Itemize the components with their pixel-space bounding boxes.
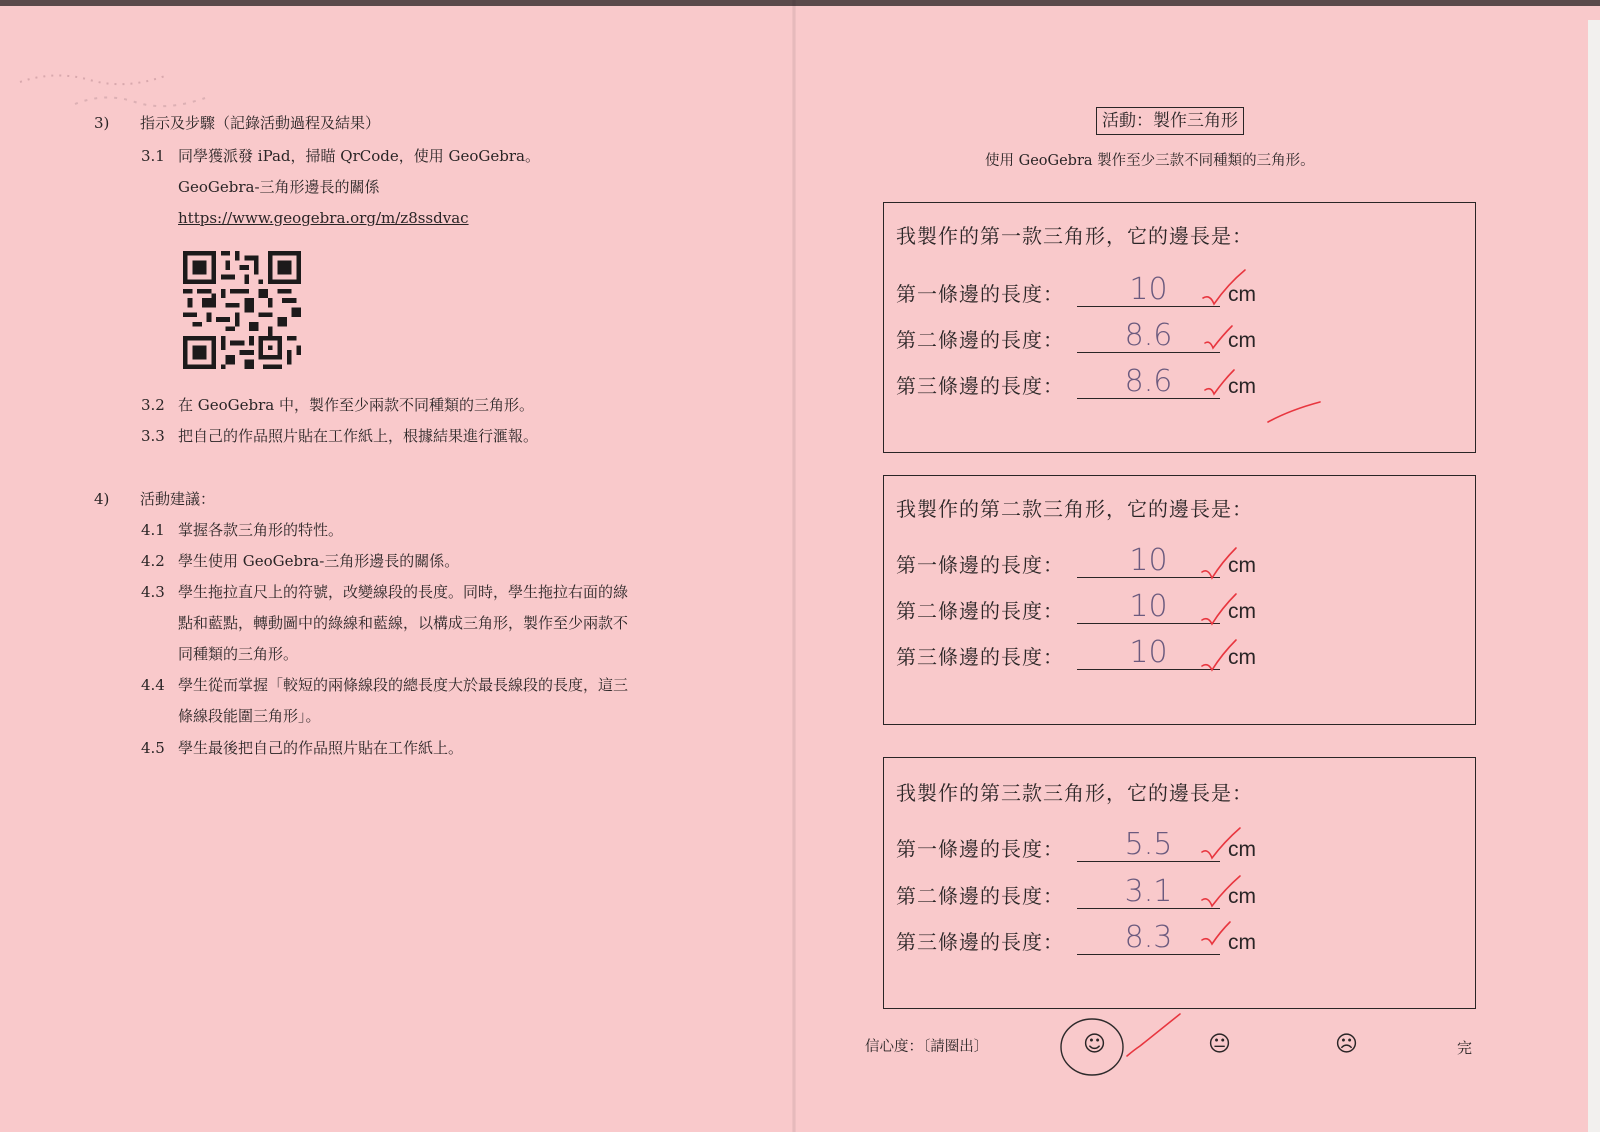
end-mark: 完 bbox=[1457, 1039, 1473, 1057]
handwritten-answer: 5.5 bbox=[1124, 827, 1173, 862]
unit-label: cm bbox=[1228, 885, 1256, 908]
unit-label: cm bbox=[1228, 283, 1256, 306]
check-mark bbox=[1202, 828, 1240, 858]
activity-instruction: 使用 GeoGebra 製作至少三款不同種類的三角形。 bbox=[985, 153, 1315, 169]
suggestion-4-3-line-2: 點和藍點，轉動圖中的綠線和藍線，以構成三角形，製作至少兩款不 bbox=[178, 614, 629, 632]
side-label: 第二條邊的長度： bbox=[896, 599, 1064, 623]
suggestion-4-2-number: 4.2 bbox=[141, 552, 165, 570]
check-mark bbox=[1202, 922, 1230, 944]
neutral-face-icon[interactable]: 😐 bbox=[1208, 1032, 1231, 1057]
suggestion-4-1-text: 掌握各款三角形的特性。 bbox=[178, 521, 344, 539]
confidence-label: 信心度：〔請圈出〕 bbox=[865, 1039, 989, 1055]
check-mark bbox=[1202, 594, 1236, 624]
triangle-2-heading: 我製作的第二款三角形，它的邊長是： bbox=[896, 497, 1253, 521]
step-3-1-number: 3.1 bbox=[141, 147, 165, 165]
check-mark bbox=[1203, 270, 1245, 304]
check-mark bbox=[1202, 640, 1236, 670]
triangle-3-heading: 我製作的第三款三角形，它的邊長是： bbox=[896, 781, 1253, 805]
unit-label: cm bbox=[1228, 931, 1256, 954]
step-3-3-number: 3.3 bbox=[141, 427, 165, 445]
side-label: 第三條邊的長度： bbox=[896, 930, 1064, 954]
sad-face-icon[interactable]: ☹ bbox=[1335, 1032, 1358, 1057]
activity-title: 活動：製作三角形 bbox=[1096, 107, 1244, 135]
side-label: 第三條邊的長度： bbox=[896, 374, 1064, 398]
unit-label: cm bbox=[1228, 838, 1256, 861]
suggestion-4-1-number: 4.1 bbox=[141, 521, 165, 539]
geogebra-link[interactable]: https://www.geogebra.org/m/z8ssdvac bbox=[178, 209, 469, 227]
handwritten-answer: 10 bbox=[1129, 635, 1168, 670]
side-label: 第一條邊的長度： bbox=[896, 282, 1064, 306]
smile-face-icon[interactable]: ☺ bbox=[1083, 1032, 1106, 1057]
handwritten-answer: 10 bbox=[1129, 272, 1168, 307]
handwritten-answer: 8.6 bbox=[1124, 364, 1173, 399]
step-3-2-number: 3.2 bbox=[141, 396, 165, 414]
suggestion-4-3-line-1: 學生拖拉直尺上的符號，改變線段的長度。同時，學生拖拉右面的綠 bbox=[178, 583, 629, 601]
check-mark bbox=[1205, 370, 1234, 394]
check-mark bbox=[1202, 548, 1236, 578]
section-4-title: 活動建議： bbox=[140, 490, 216, 508]
handwritten-answer: 8.6 bbox=[1124, 318, 1173, 353]
step-3-3-text: 把自己的作品照片貼在工作紙上，根據結果進行滙報。 bbox=[178, 427, 539, 445]
side-label: 第一條邊的長度： bbox=[896, 553, 1064, 577]
triangle-1-heading: 我製作的第一款三角形，它的邊長是： bbox=[896, 224, 1253, 248]
check-mark bbox=[1127, 1014, 1180, 1056]
check-mark bbox=[1205, 326, 1232, 348]
section-4-number: 4) bbox=[94, 490, 110, 508]
unit-label: cm bbox=[1228, 646, 1256, 669]
suggestion-4-4-line-2: 條線段能圍三角形」。 bbox=[178, 707, 321, 725]
side-label: 第一條邊的長度： bbox=[896, 837, 1064, 861]
suggestion-4-3-line-3: 同種類的三角形。 bbox=[178, 645, 299, 663]
section-3-number: 3) bbox=[94, 114, 110, 132]
handwritten-answer: 10 bbox=[1129, 543, 1168, 578]
step-3-1-text: 同學獲派發 iPad，掃瞄 QrCode，使用 GeoGebra。 bbox=[178, 147, 540, 165]
suggestion-4-5-text: 學生最後把自己的作品照片貼在工作紙上。 bbox=[178, 739, 464, 757]
suggestion-4-4-number: 4.4 bbox=[141, 676, 165, 694]
suggestion-4-4-line-1: 學生從而掌握「較短的兩條線段的總長度大於最長線段的長度，這三 bbox=[178, 676, 629, 694]
section-3-title: 指示及步驟（記錄活動過程及結果） bbox=[140, 114, 381, 132]
applet-name: GeoGebra-三角形邊長的關係 bbox=[178, 178, 380, 196]
side-label: 第二條邊的長度： bbox=[896, 884, 1064, 908]
unit-label: cm bbox=[1228, 329, 1256, 352]
suggestion-4-3-number: 4.3 bbox=[141, 583, 165, 601]
side-label: 第二條邊的長度： bbox=[896, 328, 1064, 352]
unit-label: cm bbox=[1228, 600, 1256, 623]
check-mark bbox=[1268, 402, 1320, 422]
handwritten-answer: 8.3 bbox=[1124, 920, 1173, 955]
check-mark bbox=[1202, 876, 1240, 906]
handwritten-answer: 10 bbox=[1129, 589, 1168, 624]
suggestion-4-2-text: 學生使用 GeoGebra-三角形邊長的關係。 bbox=[178, 552, 460, 570]
unit-label: cm bbox=[1228, 554, 1256, 577]
suggestion-4-5-number: 4.5 bbox=[141, 739, 165, 757]
step-3-2-text: 在 GeoGebra 中，製作至少兩款不同種類的三角形。 bbox=[178, 396, 535, 414]
handwritten-answer: 3.1 bbox=[1124, 874, 1173, 909]
side-label: 第三條邊的長度： bbox=[896, 645, 1064, 669]
unit-label: cm bbox=[1228, 375, 1256, 398]
